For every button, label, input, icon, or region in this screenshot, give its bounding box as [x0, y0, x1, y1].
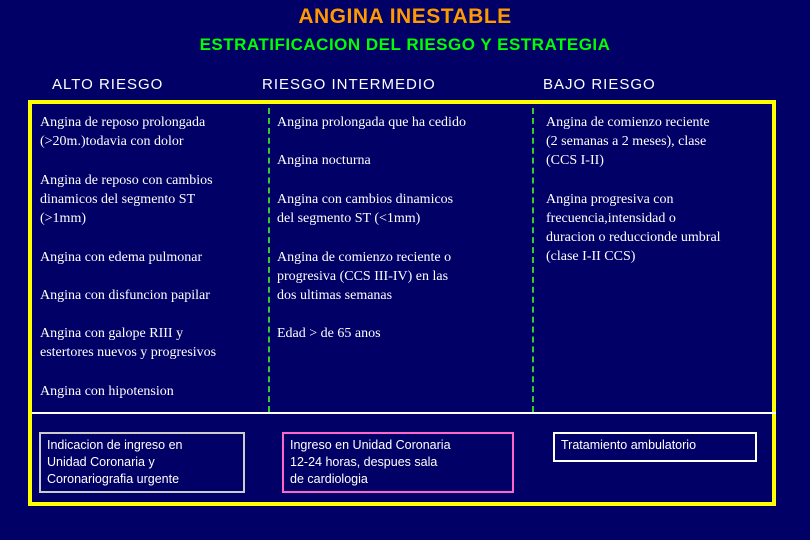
alto-item: Angina con hipotension: [40, 384, 174, 399]
intermedio-item: Angina prolongada que ha cedido: [277, 115, 466, 130]
intermedio-item: Angina con cambios dinamicos del segmento ST (<1mm): [277, 192, 454, 226]
bajo-item: Angina progresiva con frecuencia,intensidad o duracion o reduccionde umbral (clase I-II CCS): [546, 192, 721, 264]
page-title: ANGINA INESTABLE: [298, 5, 512, 28]
column-divider-left: [268, 108, 270, 412]
strategy-box-bajo: Tratamiento ambulatorio: [553, 432, 757, 462]
alto-item: Angina con galope RIII y estertores nuevos y progresivos: [40, 326, 217, 360]
strategy-box-alto: Indicacion de ingreso en Unidad Coronaria y Coronariografia urgente: [39, 432, 245, 493]
alto-item: Angina con edema pulmonar: [40, 250, 203, 265]
column-header-bajo: BAJO RIESGO: [543, 76, 656, 93]
page-subtitle: ESTRATIFICACION DEL RIESGO Y ESTRATEGIA: [199, 35, 611, 54]
column-header-intermedio: RIESGO INTERMEDIO: [262, 76, 436, 93]
intermedio-item: Edad > de 65 anos: [277, 326, 381, 341]
alto-item: Angina con disfuncion papilar: [40, 288, 210, 303]
alto-item: Angina de reposo con cambios dinamicos del segmento ST (>1mm): [40, 173, 213, 226]
intermedio-item: Angina de comienzo reciente o progresiva (CCS III-IV) en las dos ultimas semanas: [277, 250, 452, 303]
column-divider-right: [532, 108, 534, 412]
strategy-divider: [32, 412, 776, 414]
alto-item: Angina de reposo prolongada (>20m.)todavia con dolor: [40, 115, 206, 149]
strategy-box-intermedio: Ingreso en Unidad Coronaria 12-24 horas, despues sala de cardiologia: [282, 432, 514, 493]
intermedio-item: Angina nocturna: [277, 153, 371, 168]
column-header-alto: ALTO RIESGO: [52, 76, 164, 93]
bajo-item: Angina de comienzo reciente (2 semanas a 2 meses), clase (CCS I-II): [546, 115, 710, 168]
